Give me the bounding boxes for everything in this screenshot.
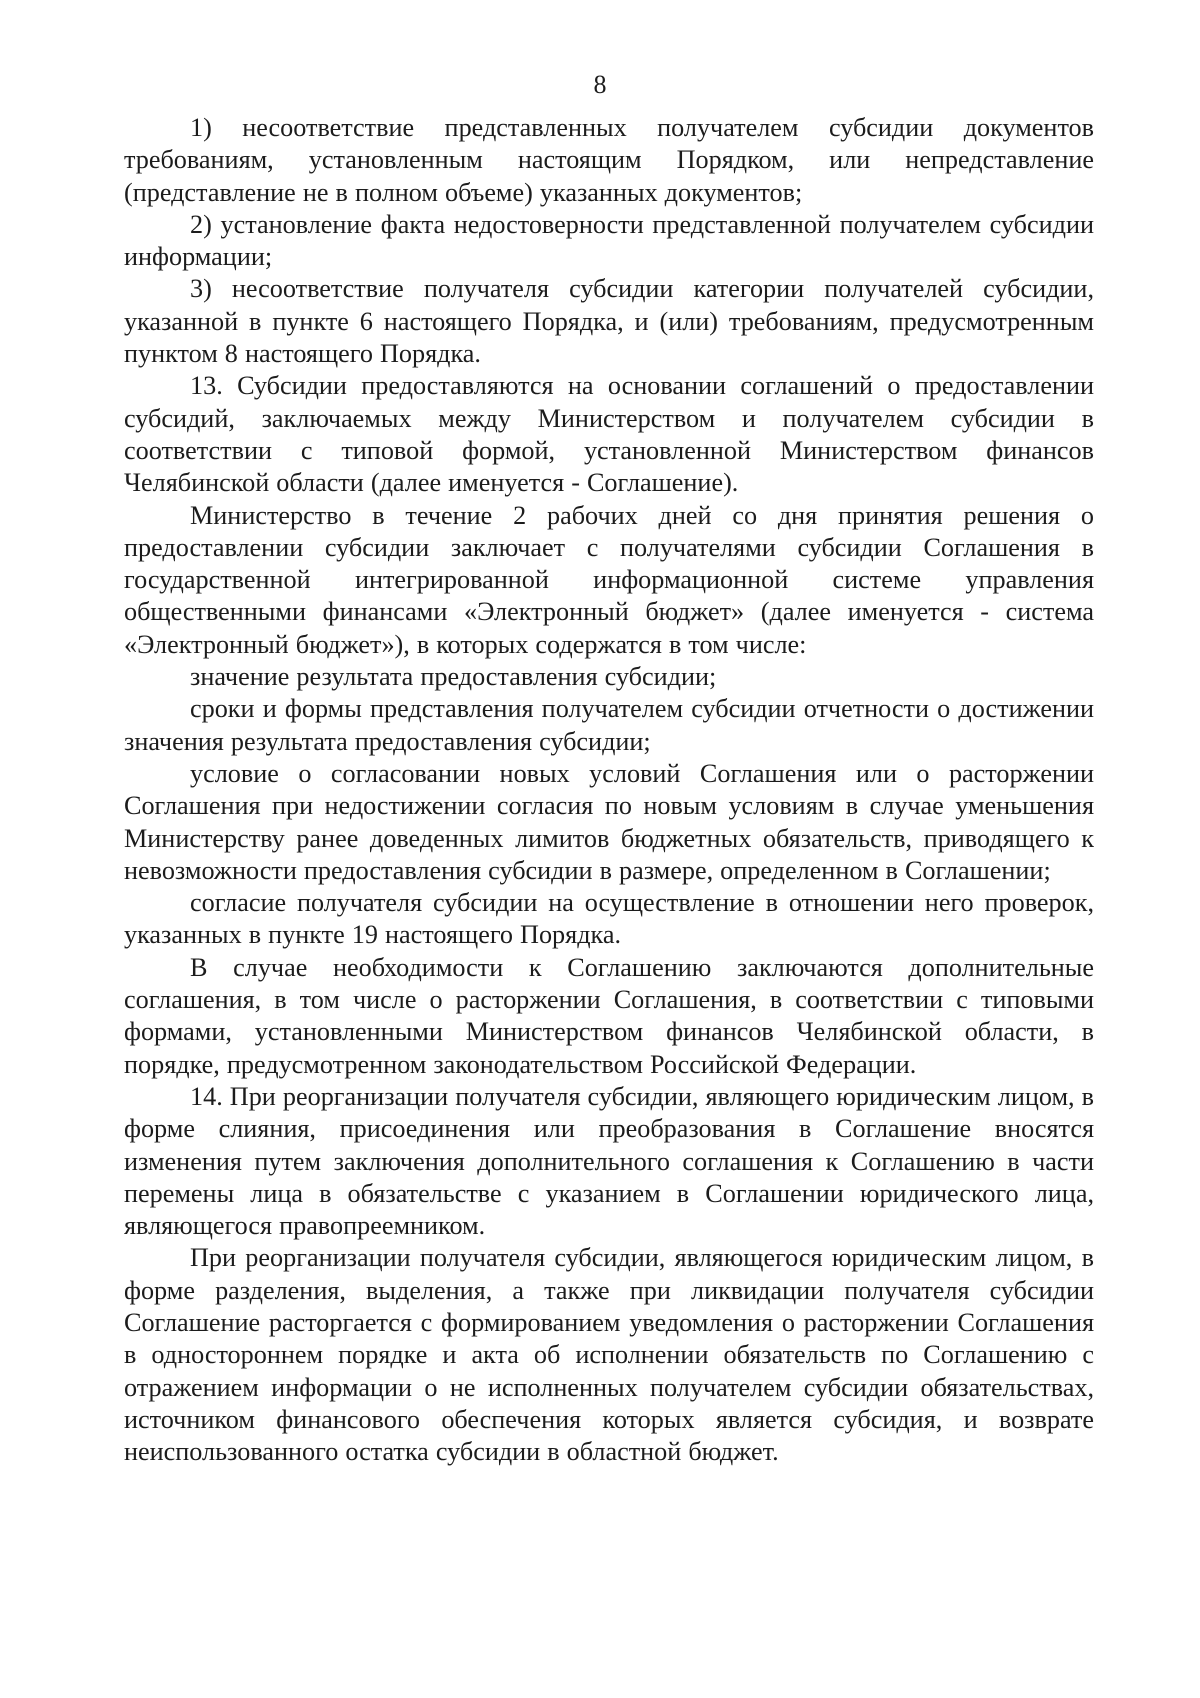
paragraph-ministry-agreement: Министерство в течение 2 рабочих дней со дня принятия решения о предоставлении субсидии заключает с получателями субсидии Соглашения в государственной интегрированной информационной системе управления общественными финансами «Электронный бюджет» (далее именуется - система «Электронный бюджет»), в которых содержатся в том числе: bbox=[124, 500, 1094, 659]
paragraph-item-1: 1) несоответствие представленных получателем субсидии документов требованиям, установленным настоящим Порядком, или непредставление (представление не в полном объеме) указанных документов; bbox=[124, 113, 1094, 207]
page-number: 8 bbox=[593, 70, 607, 99]
paragraph-new-conditions: условие о согласовании новых условий Соглашения или о расторжении Соглашения при недостижении согласия по новым условиям в случае уменьшения Министерству ранее доведенных лимитов бюджетных обязательств, приводящего к невозможности предоставления субсидии в размере, определенном в Соглашении; bbox=[124, 758, 1094, 885]
paragraph-item-3: 3) несоответствие получателя субсидии категории получателей субсидии, указанной в пункте 6 настоящего Порядка, и (или) требованиям, предусмотренным пунктом 8 настоящего Порядка. bbox=[124, 274, 1094, 369]
paragraph-item-2: 2) установление факта недостоверности представленной получателем субсидии информации; bbox=[124, 209, 1094, 272]
paragraph-clause-14: 14. При реорганизации получателя субсидии, являющего юридическим лицом, в форме слияния, присоединения или преобразования в Соглашение вносятся изменения путем заключения дополнительного соглашения к Соглашению в части перемены лица в обязательстве с указанием в Соглашении юридического лица, являющегося правопреемником. bbox=[124, 1081, 1094, 1241]
paragraph-liquidation: При реорганизации получателя субсидии, являющегося юридическим лицом, в форме разделения, выделения, а также при ликвидации получателя субсидии Соглашение расторгается с формированием уведомления о расторжении Соглашения в одностороннем порядке и акта об исполнении обязательств по Соглашению с отражением информации о не исполненных получателем субсидии обязательствах, источником финансового обеспечения которых является субсидия, и возврате неиспользованного остатка субсидии в областной бюджет. bbox=[124, 1243, 1094, 1467]
paragraph-result-value: значение результата предоставления субсидии; bbox=[190, 662, 717, 692]
paragraph-additional-agreements: В случае необходимости к Соглашению заключаются дополнительные соглашения, в том числе о расторжении Соглашения, в соответствии с типовыми формами, установленными Министерством финансов Челябинской области, в порядке, предусмотренном законодательством Российской Федерации. bbox=[124, 952, 1094, 1079]
paragraph-reporting-terms: сроки и формы представления получателем субсидии отчетности о достижении значения результата предоставления субсидии; bbox=[124, 694, 1094, 756]
document-body bbox=[124, 112, 1094, 1468]
paragraph-clause-13: 13. Субсидии предоставляются на основании соглашений о предоставлении субсидий, заключаемых между Министерством и получателем субсидии в соответствии с типовой формой, установленной Министерством финансов Челябинской области (далее именуется - Соглашение). bbox=[124, 371, 1094, 498]
paragraph-inspection-consent: согласие получателя субсидии на осуществление в отношении него проверок, указанных в пункте 19 настоящего Порядка. bbox=[124, 888, 1094, 950]
